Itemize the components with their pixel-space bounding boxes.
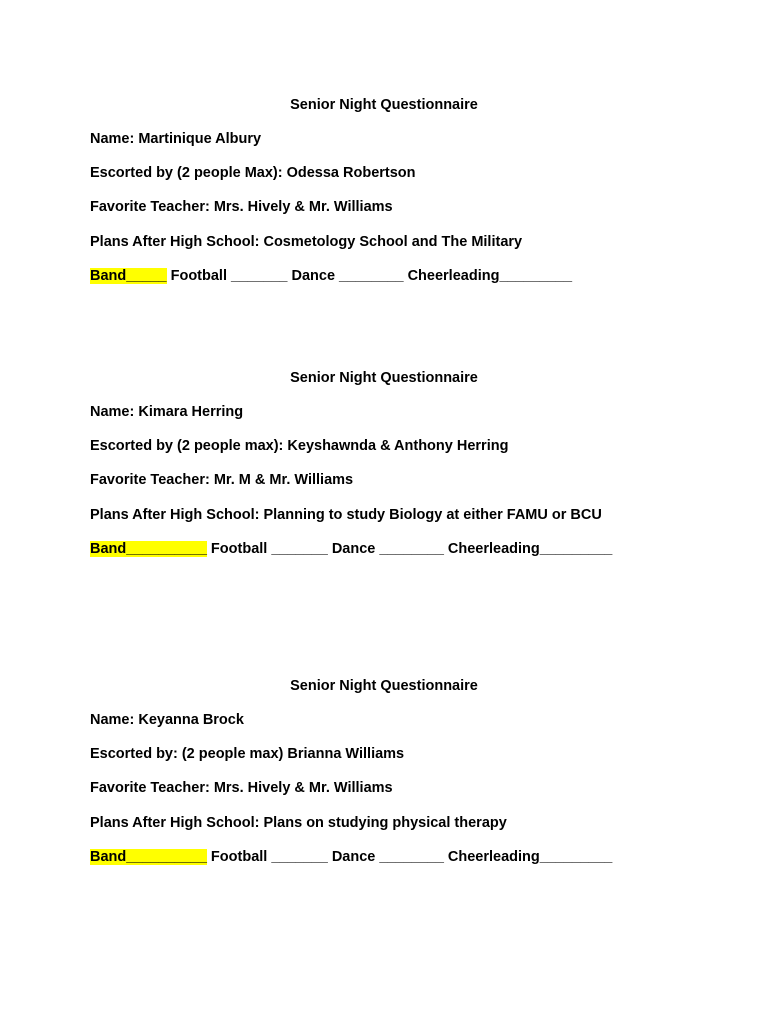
activities-rest: Football _______ Dance ________ Cheerleading_________ <box>206 541 613 557</box>
plans-line: Plans After High School: Plans on studying physical therapy <box>90 815 507 831</box>
activities-line <box>90 848 612 866</box>
name-line: Name: Keyanna Brock <box>90 712 244 728</box>
activities-line <box>90 267 572 285</box>
plans-line: Plans After High School: Cosmetology School and The Military <box>90 234 523 250</box>
band-highlight: Band__________ <box>90 849 207 865</box>
questionnaire-title: Senior Night Questionnaire <box>290 370 478 386</box>
questionnaire-title: Senior Night Questionnaire <box>290 678 478 694</box>
activities-line <box>90 540 612 558</box>
questionnaire-title: Senior Night Questionnaire <box>290 97 478 113</box>
plans-line: Plans After High School: Planning to study Biology at either FAMU or BCU <box>90 507 602 523</box>
name-line: Name: Kimara Herring <box>90 404 244 420</box>
band-highlight: Band_____ <box>90 268 167 284</box>
escort-line: Escorted by (2 people Max): Odessa Robertson <box>90 165 416 181</box>
band-highlight: Band__________ <box>90 541 207 557</box>
escort-line: Escorted by (2 people max): Keyshawnda & Anthony Herring <box>90 438 509 454</box>
teacher-line: Favorite Teacher: Mrs. Hively & Mr. Williams <box>90 199 393 215</box>
teacher-line: Favorite Teacher: Mrs. Hively & Mr. Williams <box>90 780 393 796</box>
escort-line: Escorted by: (2 people max) Brianna Williams <box>90 746 405 762</box>
activities-rest: Football _______ Dance ________ Cheerleading_________ <box>166 268 573 284</box>
activities-rest: Football _______ Dance ________ Cheerleading_________ <box>206 849 613 865</box>
name-line: Name: Martinique Albury <box>90 131 262 147</box>
teacher-line: Favorite Teacher: Mr. M & Mr. Williams <box>90 472 354 488</box>
